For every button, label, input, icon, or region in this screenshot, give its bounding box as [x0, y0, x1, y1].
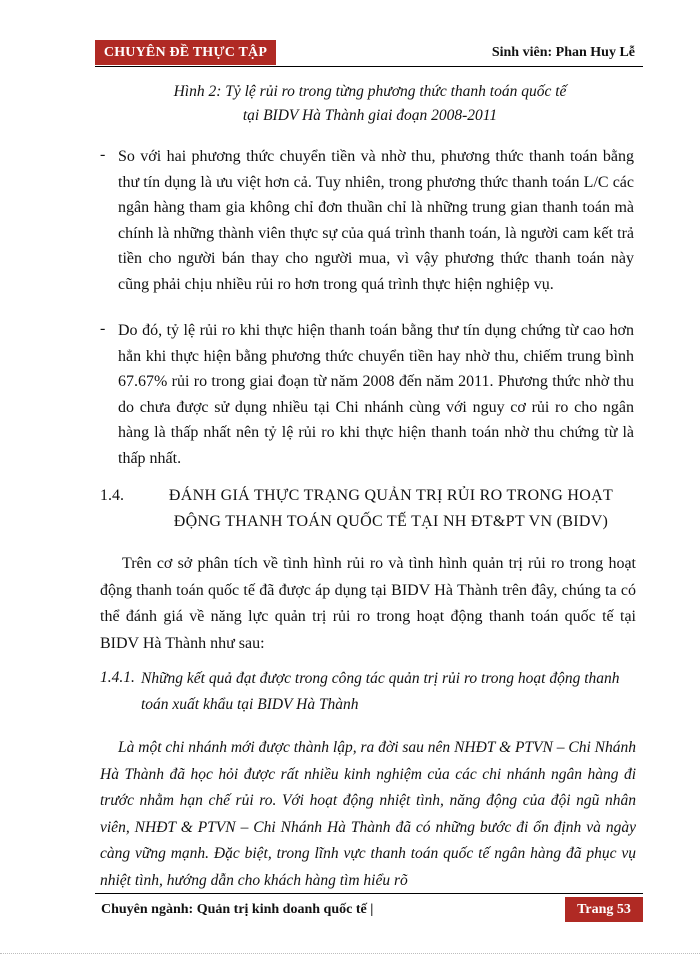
figure-caption-line-1: Hình 2: Tỷ lệ rủi ro trong từng phương thức thanh toán quốc tế [173, 83, 567, 100]
figure-caption-line-2: tại BIDV Hà Thành giai đoạn 2008-2011 [242, 107, 498, 124]
major-label: Chuyên ngành: Quản trị kinh doanh quốc tế | [101, 902, 374, 917]
section-number: 1.4. [100, 487, 124, 504]
bullet-paragraph: So với hai phương thức chuyển tiền và nhờ thu, phương thức thanh toán bằng thư tín dụng là ưu việt hơn cả. Tuy nhiên, trong phương thức thanh toán L/C các ngân hàng tham gia không chỉ đơn thuần chỉ là những trung gian thanh toán mà chính là những thành viên thực sự của quá trình thanh toán, là người cam kết trả tiền cho người bán thay cho người mua, vì vậy phương thức thanh toán này cũng phải chịu nhiều rủi ro hơn trong quá trình thực hiện nghiệp vụ. [118, 148, 634, 293]
page-boundary-dots [0, 953, 700, 954]
page-number-badge: Trang 53 [565, 897, 643, 922]
bullet-marker: - [100, 146, 106, 163]
header-divider [95, 66, 643, 67]
report-type-badge: CHUYÊN ĐỀ THỰC TẬP [95, 40, 276, 65]
section-title-line-2: ĐỘNG THANH TOÁN QUỐC TẾ TẠI NH ĐT&PT VN (BIDV) [173, 513, 609, 530]
subsection-number: 1.4.1. [100, 669, 135, 686]
page-header [95, 40, 643, 67]
footer-divider [95, 893, 643, 894]
bullet-marker: - [100, 320, 106, 337]
section-title-line-1: ĐÁNH GIÁ THỰC TRẠNG QUẢN TRỊ RỦI RO TRONG HOẠT [168, 487, 614, 504]
subsection-title: Những kết quả đạt được trong công tác quản trị rủi ro trong hoạt động thanh toán xuất khẩu tại BIDV Hà Thành [141, 670, 620, 713]
page-footer [95, 893, 643, 923]
italic-paragraph: Là một chi nhánh mới được thành lập, ra đời sau nên NHĐT & PTVN – Chi Nhánh Hà Thành đã học hỏi được rất nhiều kinh nghiệm của các chi nhánh ngân hàng đi trước nhằm hạn chế rủi ro. Với hoạt động nhiệt tình, năng động của đội ngũ nhân viên, NHĐT & PTVN – Chi Nhánh Hà Thành đã có những bước đi ổn định và ngày càng vững mạnh. Đặc biệt, trong lĩnh vực thanh toán quốc tế ngân hàng đã phục vụ nhiệt tình, hướng dẫn cho khách hàng tìm hiểu rõ [100, 739, 636, 889]
student-name: Sinh viên: Phan Huy Lễ [491, 45, 635, 60]
intro-paragraph: Trên cơ sở phân tích về tình hình rủi ro và tình hình quản trị rủi ro trong hoạt động thanh toán quốc tế đã được áp dụng tại BIDV Hà Thành trên đây, chúng ta có thể đánh giá về năng lực quản trị rủi ro trong hoạt động thanh toán quốc tế tại BIDV Hà Thành như sau: [100, 555, 636, 652]
bullet-paragraph: Do đó, tỷ lệ rủi ro khi thực hiện thanh toán bằng thư tín dụng chứng từ cao hơn hẳn khi thực hiện bằng phương thức chuyển tiền hay nhờ thu, chiếm trung bình 67.67% rủi ro trong giai đoạn từ năm 2008 đến năm 2011. Phương thức nhờ thu do chưa được sử dụng nhiều tại Chi nhánh cùng với nguy cơ rủi ro cho ngân hàng là thấp nhất nên tỷ lệ rủi ro khi thực hiện thanh toán nhờ thu chứng từ là thấp nhất. [118, 322, 634, 467]
